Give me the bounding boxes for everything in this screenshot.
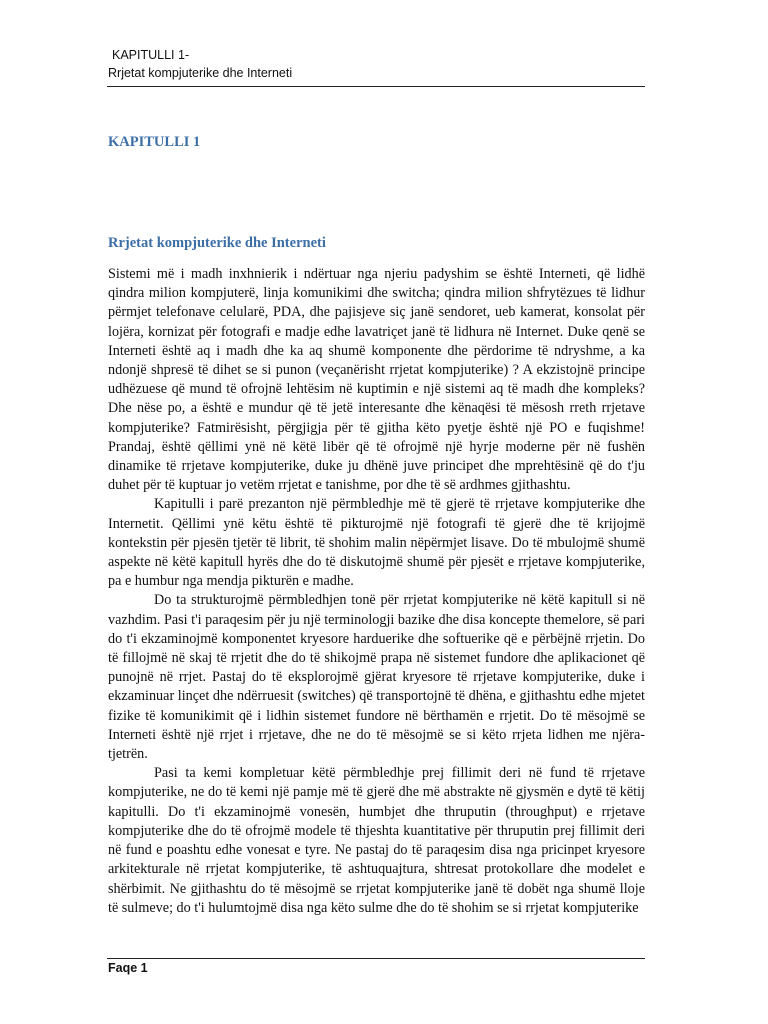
section-title: Rrjetat kompjuterike dhe Interneti — [108, 235, 326, 251]
header-divider — [107, 86, 645, 87]
footer-divider — [107, 958, 645, 959]
body-text — [108, 265, 645, 918]
paragraph: Sistemi më i madh inxhnierik i ndërtuar nga njeriu padyshim se është Interneti, që lidhë qindra milion kompjuterë, linja komunikimi dhe switcha; qindra milion shfrytëzues të lidhur përmjet telefonave celularë, PDA, dhe pajisjeve siç janë sendoret, ueb kamerat, konsolat për lojëra, kornizat për fotografi e madje edhe lavatriçet janë të lidhura në Internet. Duke qenë se Interneti është aq i madh dhe ka aq shumë komponente dhe përdorime të ndryshme, a ka ndonjë shpresë të dihet se si punon (veçanërisht rrjetat kompjuterike) ? A ekzistojnë principe udhëzuese që mund të ofrojnë lehtësim në kuptimin e një sistemi aq të madh dhe kompleks? Dhe nëse po, a është e mundur që të jetë interesante dhe kënaqësi të mësosh rreth rrjetave kompjuterike? Fatmirësisht, përgjigja për të gjitha këto pyetje është një PO e fuqishme! Prandaj, është qëllimi ynë në këtë libër që të ofrojmë një hyrje moderne për në fushën dinamike të rrjetave kompjuterike, duke ju dhënë juve principet dhe mprehtësinë që do t'ju duhet për të kuptuar jo vetëm rrjetat e tanishme, por dhe të së ardhmes gjithashtu. — [108, 266, 645, 494]
paragraph: Pasi ta kemi kompletuar këtë përmbledhje prej fillimit deri në fund të rrjetave kompjuterike, ne do të kemi një pamje më të gjerë dhe më abstrakte në gjysmën e dytë të këtij kapitulli. Do t'i ekzaminojmë vonesën, humbjet dhe thruputin (throughput) e rrjetave kompjuterike dhe do të ofrojmë modele të thjeshta kuantitative për thruputin prej fillimit deri në fund e poashtu edhe vonesat e tyre. Ne pastaj do të paraqesim disa nga pricinpet kryesore arkitekturale në rrjetat kompjuterike, të ashtuquajtura, shtresat protokollare dhe modelet e shërbimit. Ne gjithashtu do të mësojmë se rrjetat kompjuterike janë të dobët nga shumë lloje të sulmeve; do t'i hulumtojmë disa nga këto sulme dhe do të shohim se si rrjetat kompjuterike — [108, 765, 645, 916]
paragraph: Kapitulli i parë prezanton një përmbledhje më të gjerë të rrjetave kompjuterike dhe Internetit. Qëllimi ynë këtu është të pikturojmë një fotografi të gjerë dhe të krijojmë kontekstin për pjesën tjetër të librit, të shohim malin nëpërmjet lisave. Do të mbulojmë shumë aspekte në këtë kapitull hyrës dhe do të diskutojmë shumë për pjesët e rrjetave kompjuterike, pa e humbur nga mendja pikturën e madhe. — [108, 496, 645, 590]
page-number-label: Faqe 1 — [108, 961, 148, 975]
header-chapter-label: KAPITULLI 1- — [112, 48, 190, 62]
chapter-title: KAPITULLI 1 — [108, 134, 201, 150]
running-header — [108, 46, 648, 82]
paragraph: Do ta strukturojmë përmbledhjen tonë për rrjetat kompjuterike në këtë kapitull si në vazhdim. Pasi t'i paraqesim për ju një terminologji bazike dhe disa koncepte themelore, së pari do t'i ekzaminojmë komponentet kryesore harduerike dhe softuerike që e përbëjnë rrjetin. Do të fillojmë në skaj të rrjetit dhe do të shikojmë prapa në sistemet fundore dhe aplikacionet që punojnë në rrjet. Pastaj do të eksplorojmë gjërat kryesore të rrjetave kompjuterike, duke i ekzaminuar linçet dhe ndërruesit (switches) që transportojnë të dhëna, e gjithashtu edhe mjetet fizike të komunikimit që i lidhin sistemet fundore në bërthamën e rrjetit. Do të mësojmë se Interneti është një rrjet i rrjetave, dhe ne do të mësojmë se si këto rrjeta lidhen me njëra-tjetrën. — [108, 592, 645, 763]
header-book-title: Rrjetat kompjuterike dhe Interneti — [108, 66, 293, 80]
